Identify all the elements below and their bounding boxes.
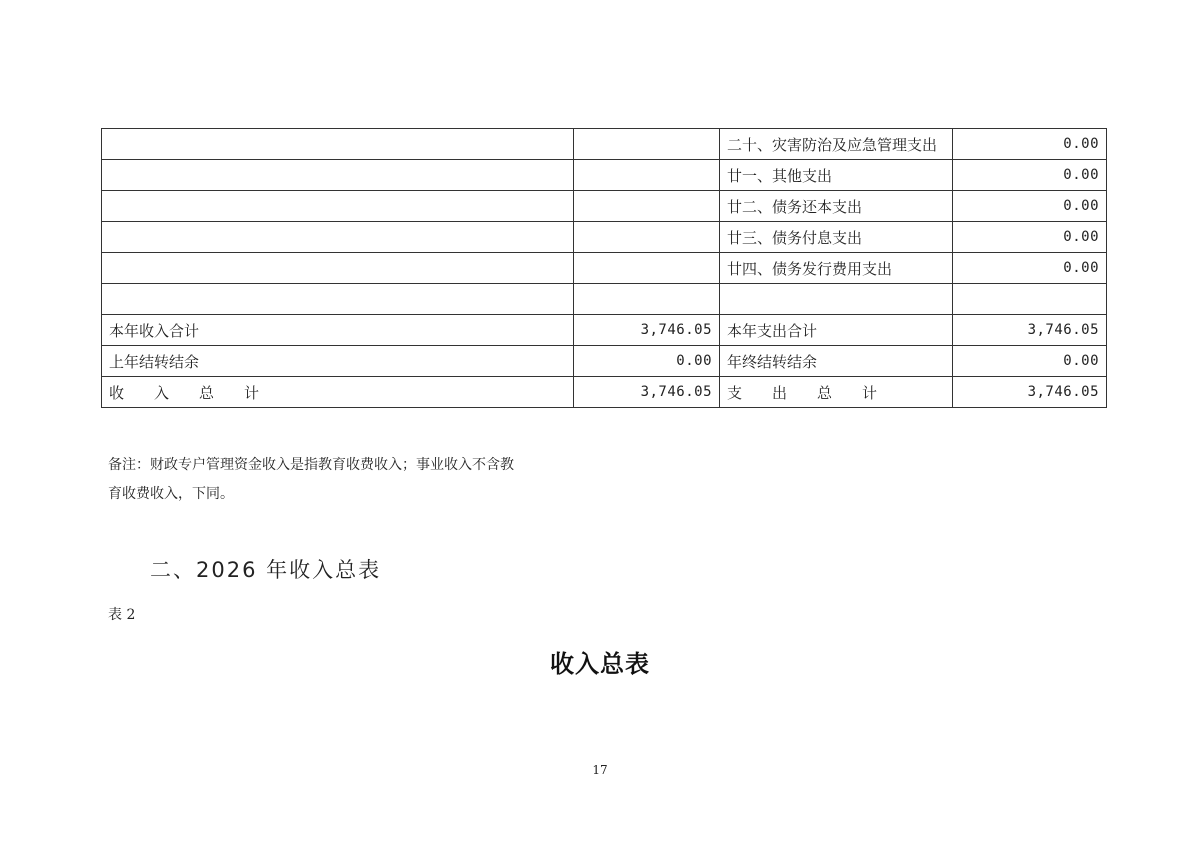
income-total-amount: 3,746.05 — [574, 315, 720, 346]
table-row — [102, 160, 1107, 191]
expense-item-label: 廿四、债务发行费用支出 — [720, 253, 953, 284]
carryover-in-label: 上年结转结余 — [102, 346, 574, 377]
table-cell — [720, 284, 953, 315]
grand-expense-char: 出 — [771, 383, 787, 402]
table-cell — [102, 284, 574, 315]
section-heading: 二、2026 年收入总表 — [150, 558, 382, 582]
table-row — [102, 129, 1107, 160]
table-label: 表 2 — [108, 607, 136, 623]
table-row-grand-totals — [102, 377, 1107, 408]
table-cell — [953, 284, 1107, 315]
table-row-empty — [102, 284, 1107, 315]
table-row — [102, 191, 1107, 222]
expense-item-label: 廿三、债务付息支出 — [720, 222, 953, 253]
grand-income-char: 收 — [109, 383, 125, 402]
table-row-carryover — [102, 346, 1107, 377]
budget-summary-table — [101, 128, 1107, 408]
expense-item-amount: 0.00 — [953, 160, 1107, 191]
expense-total-label: 本年支出合计 — [720, 315, 953, 346]
table-cell — [102, 191, 574, 222]
expense-item-label: 二十、灾害防治及应急管理支出 — [720, 129, 953, 160]
table-cell — [574, 160, 720, 191]
table-cell — [102, 253, 574, 284]
expense-item-amount: 0.00 — [953, 253, 1107, 284]
table-row-annual-totals — [102, 315, 1107, 346]
note-line-1: 备注：财政专户管理资金收入是指教育收费收入；事业收入不含教 — [108, 457, 514, 473]
grand-income-char: 总 — [198, 383, 214, 402]
table-cell — [574, 191, 720, 222]
grand-income-char: 入 — [153, 383, 169, 402]
expense-item-amount: 0.00 — [953, 191, 1107, 222]
table-cell — [574, 222, 720, 253]
table-row — [102, 222, 1107, 253]
grand-expense-char: 计 — [861, 383, 877, 402]
table-cell — [102, 160, 574, 191]
table-cell — [574, 284, 720, 315]
expense-item-amount: 0.00 — [953, 129, 1107, 160]
page-title: 收入总表 — [550, 650, 650, 678]
page-number: 17 — [592, 763, 608, 777]
income-total-label: 本年收入合计 — [102, 315, 574, 346]
grand-income-label — [102, 377, 574, 408]
table-cell — [574, 253, 720, 284]
expense-item-label: 廿二、债务还本支出 — [720, 191, 953, 222]
carryover-out-amount: 0.00 — [953, 346, 1107, 377]
carryover-in-amount: 0.00 — [574, 346, 720, 377]
expense-total-amount: 3,746.05 — [953, 315, 1107, 346]
expense-item-amount: 0.00 — [953, 222, 1107, 253]
grand-expense-amount: 3,746.05 — [953, 377, 1107, 408]
grand-expense-label — [720, 377, 953, 408]
carryover-out-label: 年终结转结余 — [720, 346, 953, 377]
table-cell — [102, 222, 574, 253]
table-cell — [574, 129, 720, 160]
grand-income-amount: 3,746.05 — [574, 377, 720, 408]
table-cell — [102, 129, 574, 160]
expense-item-label: 廿一、其他支出 — [720, 160, 953, 191]
grand-expense-char: 支 — [727, 383, 743, 402]
table-row — [102, 253, 1107, 284]
note-line-2: 育收费收入，下同。 — [108, 486, 234, 502]
grand-expense-char: 总 — [816, 383, 832, 402]
grand-income-char: 计 — [243, 383, 259, 402]
